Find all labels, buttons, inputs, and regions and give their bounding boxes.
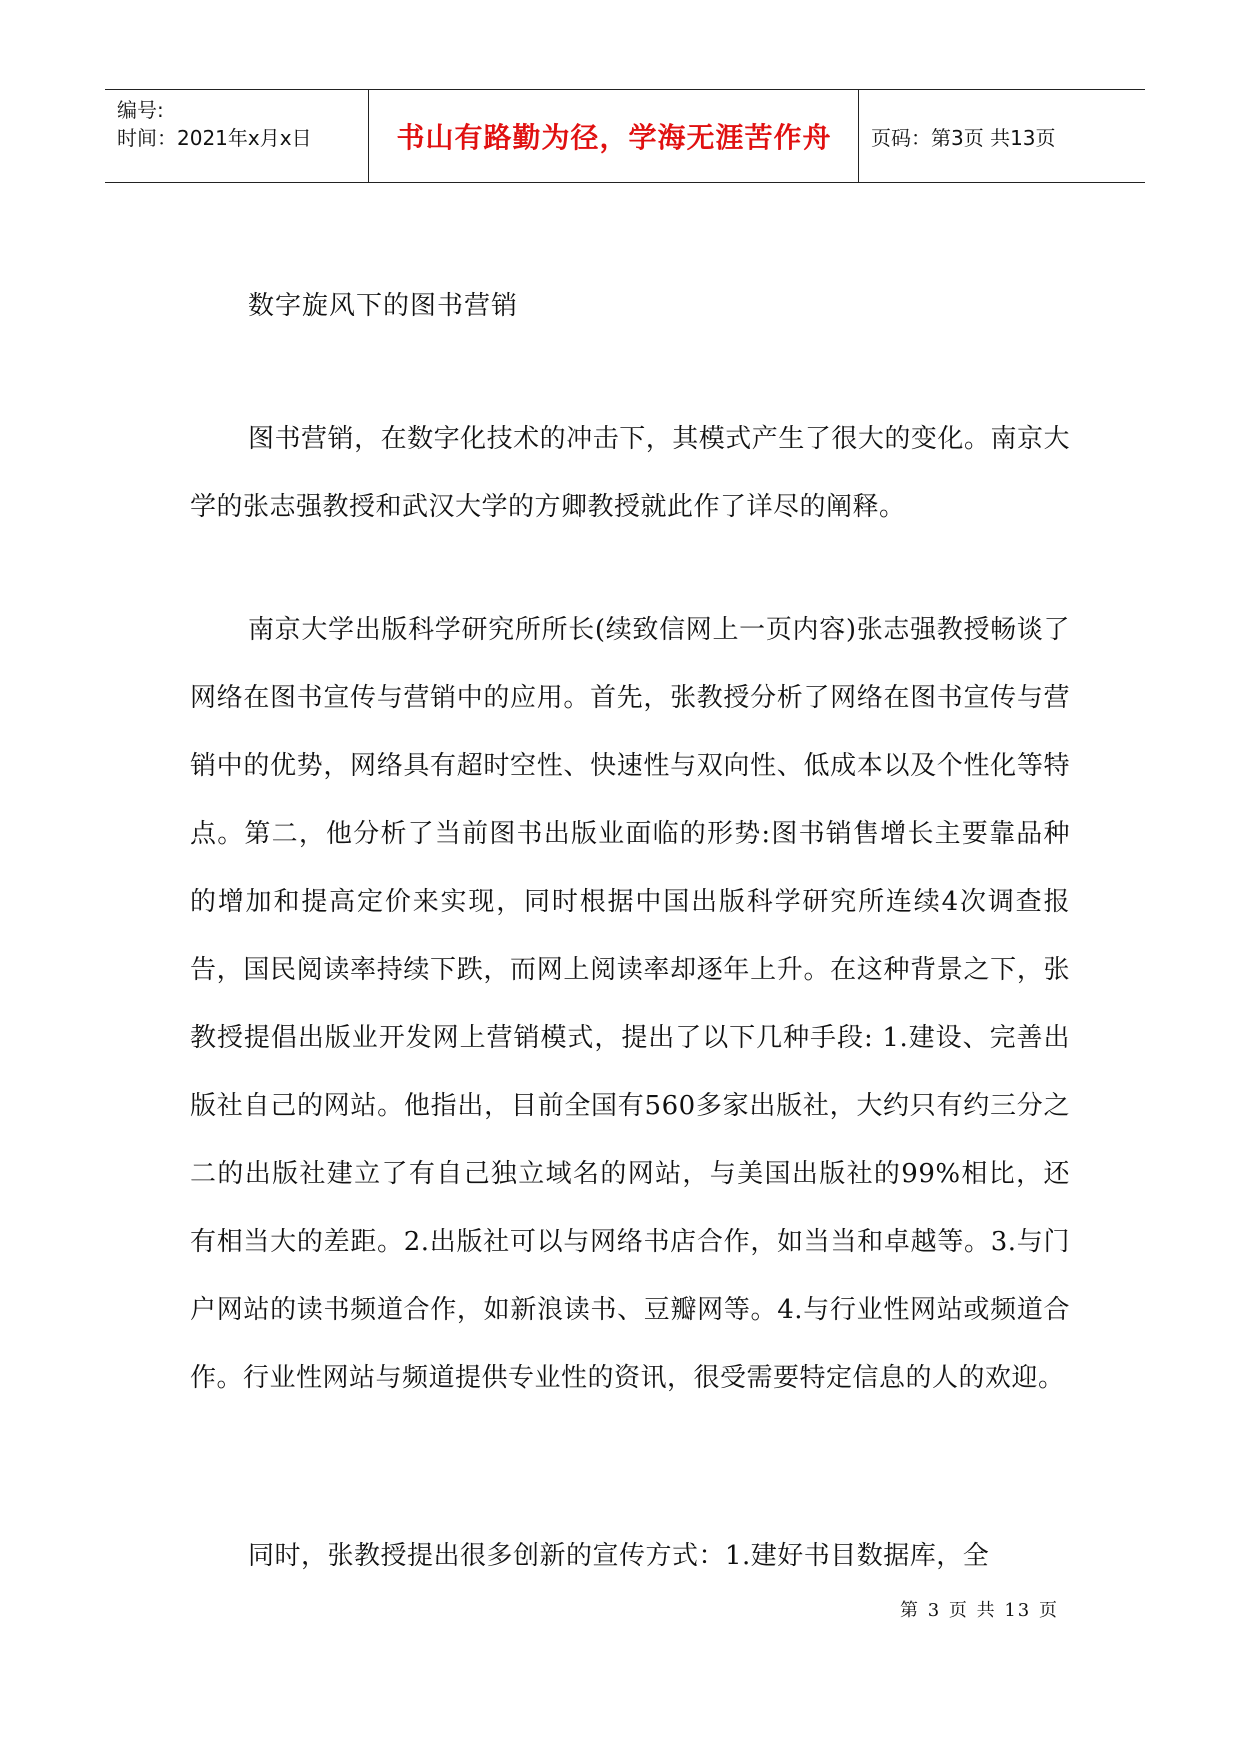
document-time-label: 时间：2021年x月x日 xyxy=(117,126,312,150)
page-header xyxy=(105,89,1145,183)
header-meta xyxy=(117,96,367,152)
body-paragraph: 图书营销，在数字化技术的冲击下，其模式产生了很大的变化。南京大学的张志强教授和武汉大学的方卿教授就此作了详尽的阐释。 xyxy=(190,424,1070,522)
document-title: 数字旋风下的图书营销 xyxy=(248,291,519,321)
header-page-number: 页码：第3页 共13页 xyxy=(871,125,1056,150)
body-paragraph: 南京大学出版科学研究所所长(续致信网上一页内容)张志强教授畅谈了网络在图书宣传与营销中的应用。首先，张教授分析了网络在图书宣传与营销中的优势，网络具有超时空性、快速性与双向性、低成本以及个性化等特点。第二，他分析了当前图书出版业面临的形势:图书销售增长主要靠品种的增加和提高定价来实现，同时根据中国出版科学研究所连续4次调查报告，国民阅读率持续下跌，而网上阅读率却逐年上升。在这种背景之下，张教授提倡出版业开发网上营销模式，提出了以下几种手段: 1.建设、完善出版社自己的网站。他指出，目前全国有560多家出版社，大约只有约三分之二的出版社建立了有自己独立域名的网站，与美国出版社的99%相比，还有相当大的差距。2.出版社可以与网络书店合作，如当当和卓越等。3.与门户网站的读书频道合作，如新浪读书、豆瓣网等。4.与行业性网站或频道合作。行业性网站与频道提供专业性的资讯，很受需要特定信息的人的欢迎。 xyxy=(190,615,1070,1393)
body-paragraph: 同时，张教授提出很多创新的宣传方式：1.建好书目数据库，全 xyxy=(248,1541,990,1571)
page-footer: 第 3 页 共 13 页 xyxy=(900,1600,1059,1621)
header-motto: 书山有路勤为径，学海无涯苦作舟 xyxy=(396,121,832,154)
header-divider xyxy=(858,90,859,182)
header-divider xyxy=(368,90,369,182)
document-number-label: 编号: xyxy=(117,98,164,122)
